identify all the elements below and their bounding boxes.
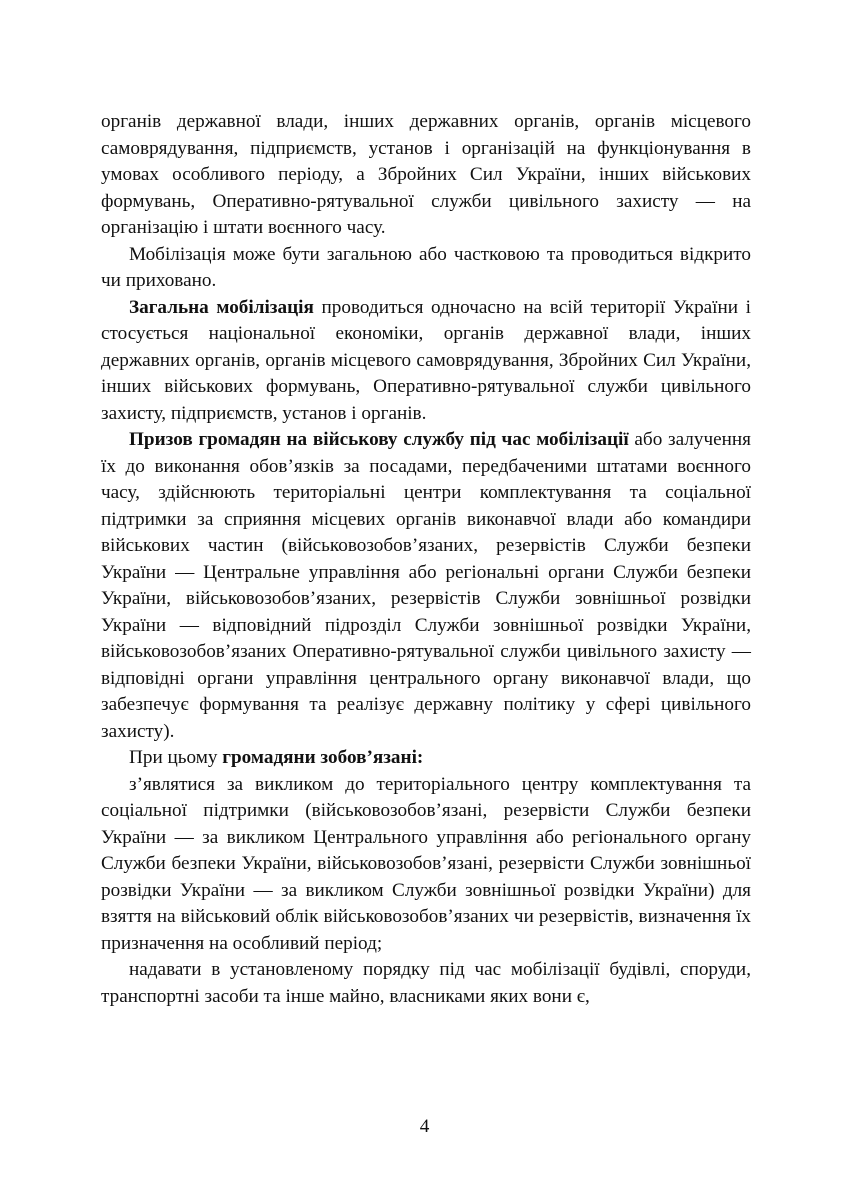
general-mobilization-text: проводиться одночасно на всій території України і стосується національної економіки, органів державної влади, інших державних органів, органів місцевого самоврядування, Збройних Сил України, інших військових формувань, Оперативно-рятувальної служби цивільного захисту, підприємств, установ і органів. <box>101 296 751 424</box>
page-body <box>101 109 751 1010</box>
general-mobilization-term: Загальна мобілізація <box>129 296 314 318</box>
conscription-text: або залучення їх до виконання обов’язків за посадами, передбаченими штатами воєнного часу, здійснюють територіальні центри комплектування та соціальної підтримки за сприяння місцевих органів виконавчої влади або командири військових частин (військовозобов’язаних, резервістів Служби безпеки України — Центральне управління або регіональні органи Служби безпеки України, військовозобов’язаних, резервістів Служби зовнішньої розвідки України — відповідний підрозділ Служби зовнішньої розвідки України, військовозобов’язаних Оперативно-рятувальної служби цивільного захисту — відповідні органи управління центрального органу виконавчої влади, що забезпечує формування та реалізує державну політику у сфері цивільного захисту). <box>101 429 751 742</box>
paragraph-obligation-provide: надавати в установленому порядку під час мобілізації будівлі, споруди, транспортні засоби та інше майно, власниками яких вони є, <box>101 959 751 1007</box>
paragraph-general-mobilization <box>101 295 751 428</box>
obligations-intro-text: При цьому <box>129 747 223 768</box>
paragraph-conscription <box>101 427 751 745</box>
paragraph-obligation-appear: з’являтися за викликом до територіального центру комплектування та соціальної підтримки (військовозобов’язані, резервісти Служби безпеки України — за викликом Центрального управління або регіонального органу Служби безпеки України, військовозобов’язані, резервісти Служби зовнішньої розвідки України — за викликом Служби зовнішньої розвідки України) для взяття на військовий облік військовозобов’язаних чи резервістів, визначення їх призначення на особливий період; <box>101 773 751 954</box>
page-number: 4 <box>419 1116 430 1137</box>
obligations-term: громадяни зобов’язані: <box>222 747 424 768</box>
conscription-term: Призов громадян на військову службу під час мобілізації <box>129 429 629 450</box>
paragraph-mobilization-types: Мобілізація може бути загальною або частковою та проводиться відкрито чи приховано. <box>101 243 751 291</box>
paragraph-organs-functioning: органів державної влади, інших державних органів, органів місцевого самоврядування, підприємств, установ і організацій на функціонування в умовах особливого періоду, а Збройних Сил України, інших військових формувань, Оперативно-рятувальної служби цивільного захисту — на організацію і штати воєнного часу. <box>101 111 751 238</box>
paragraph-obligations-intro <box>101 745 751 772</box>
